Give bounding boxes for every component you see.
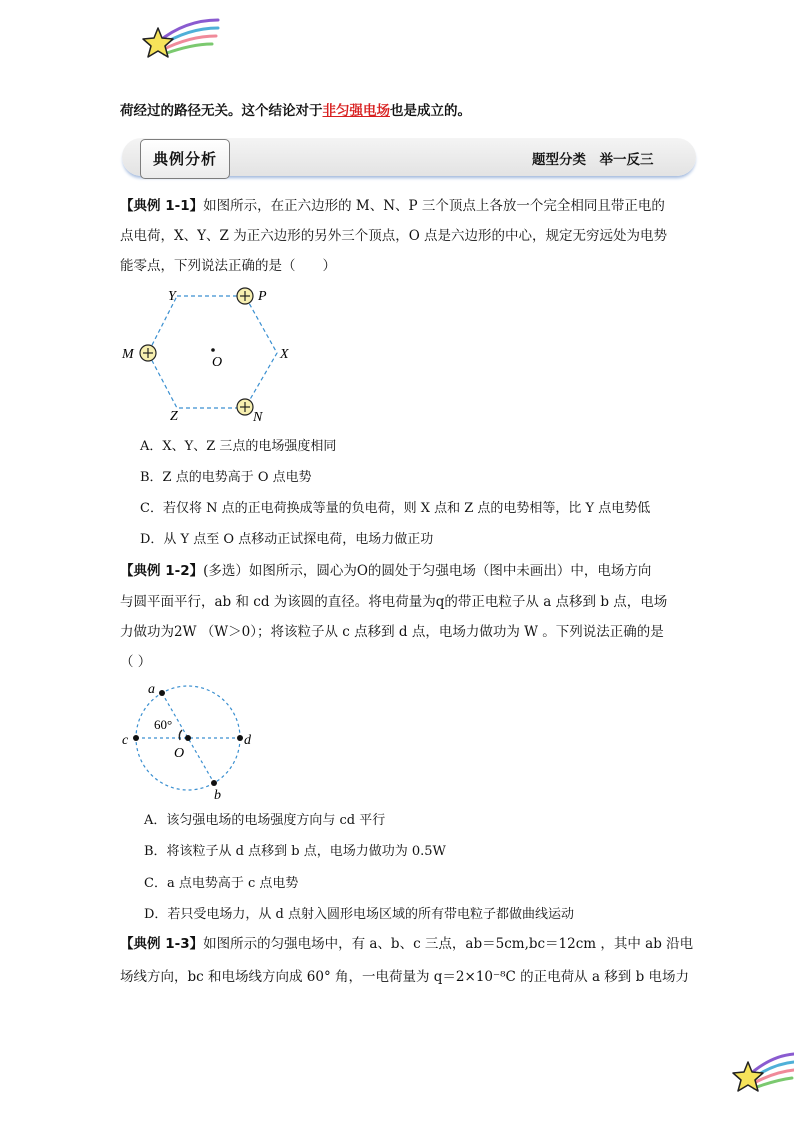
q2-option-a[interactable]: A．该匀强电场的电场强度方向与 cd 平行 [144,813,386,828]
continuation-pre: 荷经过的路径无关。这个结论对于 [120,103,323,119]
shooting-star-icon [140,14,220,64]
label-M: M [122,347,134,362]
label-Z: Z [170,409,178,424]
q1-option-c[interactable]: C．若仅将 N 点的正电荷换成等量的负电荷，则 X 点和 Z 点的电势相等，比 Y 点电势低 [140,501,651,516]
q2-line3: 力做功为2W （W＞0）；将该粒子从 c 点移到 d 点，电场力做功为 W 。下列说法正确的是 [120,624,664,640]
section-tag: 典例分析 [140,139,230,179]
label-N: N [253,410,263,425]
q3-line1: 【典例 1-3】如图所示的匀强电场中，有 a、b、c 三点，ab＝5cm,bc＝12cm ，其中 ab 沿电 [120,936,694,952]
label-b: b [214,788,221,803]
label-c: c [122,733,129,748]
q1-label: 【典例 1-1】 [120,198,204,214]
q2-option-d[interactable]: D．若只受电场力，从 d 点射入圆形电场区域的所有带电粒子都做曲线运动 [144,907,575,922]
center-dot [211,348,215,352]
point-a [159,690,165,696]
hexagon-figure [112,280,312,430]
shooting-star-icon [730,1048,794,1098]
q2-option-c[interactable]: C．a 点电势高于 c 点电势 [144,876,299,891]
continuation-text [120,101,471,121]
q2-label: 【典例 1-2】 [120,563,204,579]
charge-M [140,345,156,361]
q1-line2: 点电荷，X、Y、Z 为正六边形的另外三个顶点，O 点是六边形的中心，规定无穷远处为电势 [120,228,668,244]
q3-line2: 场线方向，bc 和电场线方向成 60° 角，一电荷量为 q＝2×10⁻⁸C 的正电荷从 a 移到 b 电场力 [120,969,690,985]
point-O [185,735,191,741]
label-O: O [212,355,223,370]
label-a: a [148,682,155,697]
q2-line4: （ ） [120,654,152,670]
q2-option-b[interactable]: B．将该粒子从 d 点移到 b 点，电场力做功为 0.5W [144,844,446,859]
angle-label: 60° [154,717,173,732]
q2-line1: 【典例 1-2】(多选）如图所示，圆心为O的圆处于匀强电场（图中未画出）中，电场方向 [120,563,652,579]
circle-figure [116,678,266,804]
charge-N [237,399,253,415]
q3-label: 【典例 1-3】 [120,936,204,952]
continuation-post: 也是成立的。 [390,103,471,119]
q1-option-b[interactable]: B．Z 点的电势高于 O 点电势 [140,470,312,485]
q2-line2: 与圆平面平行，ab 和 cd 为该圆的直径。将电荷量为q的带正电粒子从 a 点移到 b 点，电场 [120,594,668,610]
q1-option-d[interactable]: D．从 Y 点至 O 点移动正试探电荷，电场力做正功 [140,532,434,547]
q1-line3: 能零点，下列说法正确的是（ ） [120,258,336,274]
point-b [211,780,217,786]
point-d [237,735,243,741]
label-O2: O [174,746,185,761]
label-Y: Y [168,289,176,304]
q1-line1: 【典例 1-1】如图所示，在正六边形的 M、N、P 三个顶点上各放一个完全相同且带正电的 [120,198,665,214]
charge-P [237,288,253,304]
section-subtitle: 题型分类 举一反三 [532,152,654,168]
q1-option-a[interactable]: A．X、Y、Z 三点的电场强度相同 [140,439,337,454]
label-P: P [258,289,267,304]
label-X: X [280,347,289,362]
label-d: d [244,733,251,748]
point-c [133,735,139,741]
keyword-link[interactable]: 非匀强电场 [322,103,390,119]
